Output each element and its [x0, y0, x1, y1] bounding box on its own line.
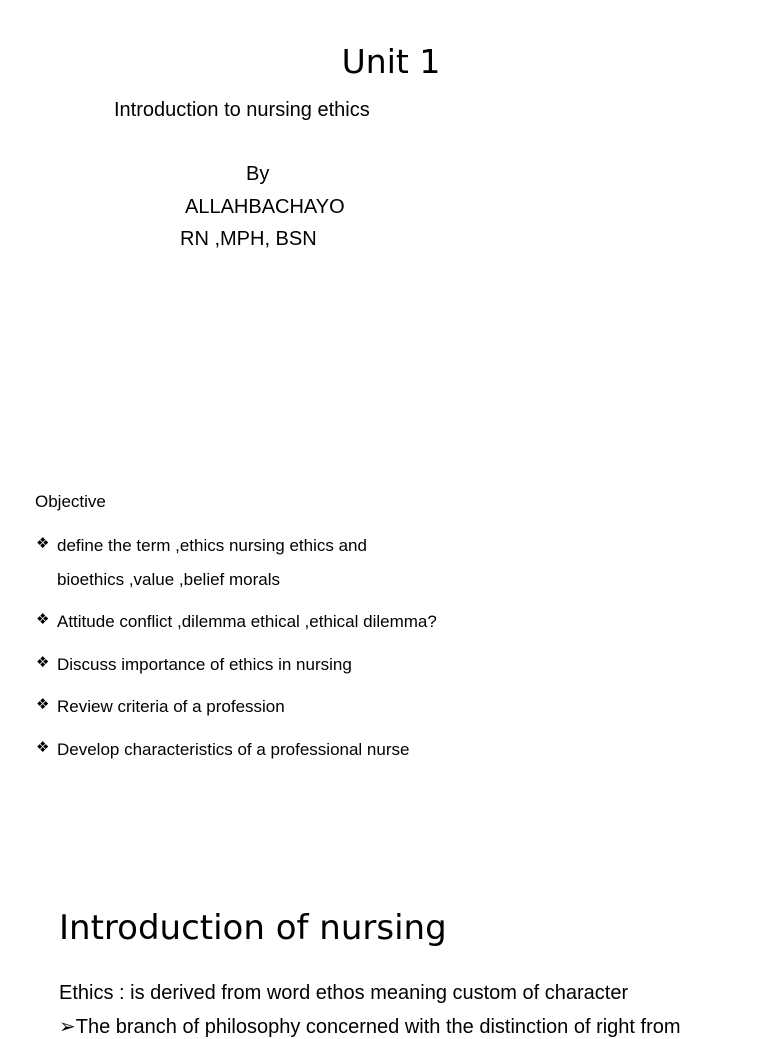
- objective-item-text-continued: bioethics ,value ,belief morals: [57, 570, 281, 589]
- objectives-slide: [0, 470, 768, 830]
- title-slide: [0, 0, 768, 440]
- introduction-slide: [0, 880, 768, 1038]
- slide-subtitle: Introduction to nursing ethics: [114, 99, 370, 121]
- slide-title: Unit 1: [341, 42, 441, 81]
- author-name: ALLAHBACHAYO: [185, 196, 345, 218]
- author-by-label: By: [246, 163, 270, 185]
- body-text-line: ➢The branch of philosophy concerned with the distinction of right from: [59, 1016, 681, 1038]
- body-text-line: Ethics : is derived from word ethos meaning custom of character: [59, 982, 629, 1004]
- diamond-bullet-icon: ❖: [36, 534, 50, 552]
- diamond-bullet-icon: ❖: [36, 653, 50, 671]
- objective-item-text: Discuss importance of ethics in nursing: [57, 655, 352, 674]
- objective-item-text: define the term ,ethics nursing ethics and: [57, 536, 367, 555]
- slide-title: Introduction of nursing: [59, 908, 447, 948]
- diamond-bullet-icon: ❖: [36, 610, 50, 628]
- objective-item-text: Review criteria of a profession: [57, 697, 285, 716]
- objective-item-text: Attitude conflict ,dilemma ethical ,ethical dilemma?: [57, 612, 437, 631]
- diamond-bullet-icon: ❖: [36, 695, 50, 713]
- objective-item-text: Develop characteristics of a professional nurse: [57, 740, 410, 759]
- author-credentials: RN ,MPH, BSN: [180, 228, 317, 250]
- objective-heading: Objective: [35, 492, 106, 511]
- diamond-bullet-icon: ❖: [36, 738, 50, 756]
